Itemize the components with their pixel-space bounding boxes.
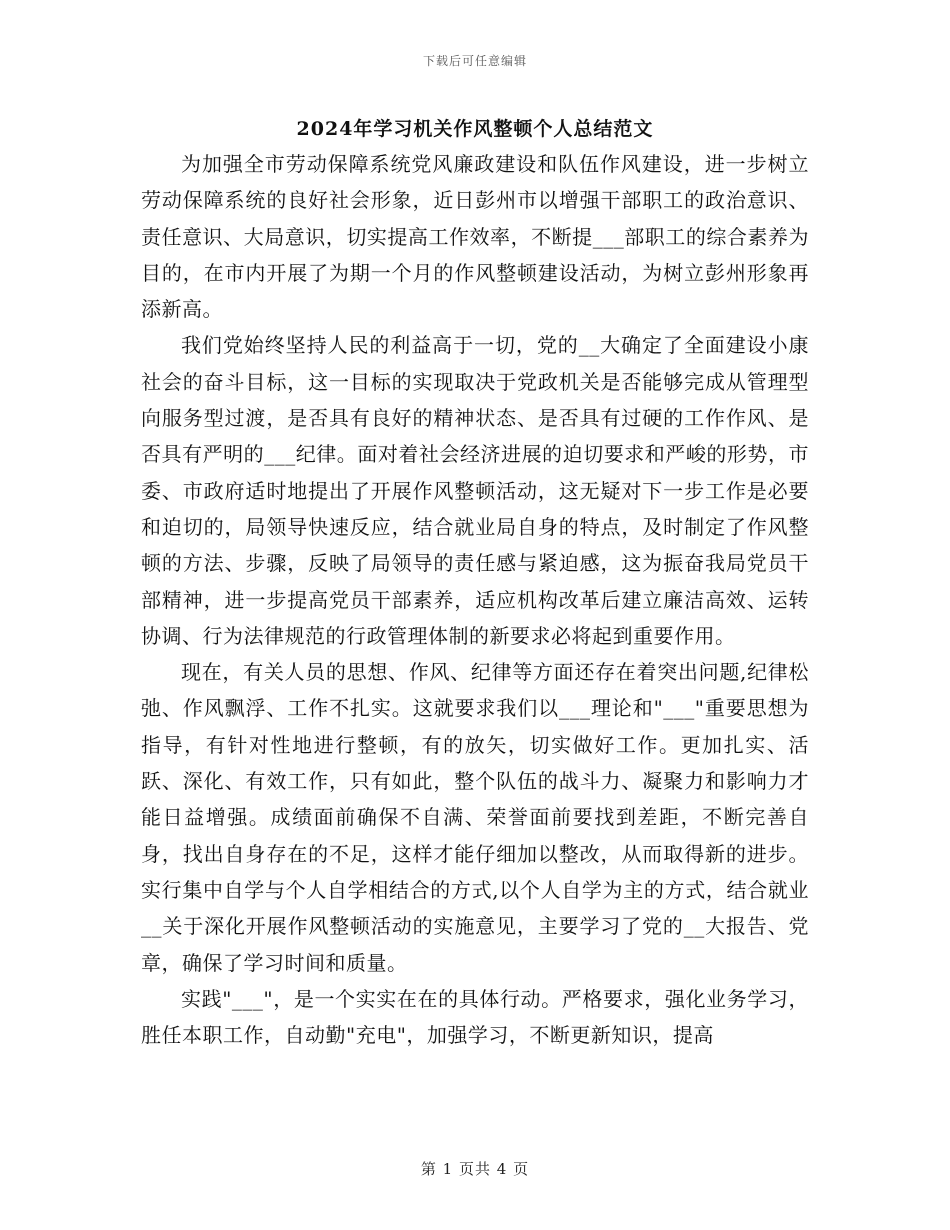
document-title: 2024年学习机关作风整顿个人总结范文 bbox=[296, 118, 654, 140]
document-body bbox=[141, 146, 809, 1053]
paragraph-4: 实践"___"，是一个实实在在的具体行动。严格要求，强化业务学习，胜任本职工作，自动勤"充电"，加强学习，不断更新知识，提高 bbox=[141, 986, 809, 1048]
paragraph-1: 为加强全市劳动保障系统党风廉政建设和队伍作风建设，进一步树立劳动保障系统的良好社会形象，近日彭州市以增强干部职工的政治意识、责任意识、大局意识，切实提高工作效率，不断提___部职工的综合素养为目的，在市内开展了为期一个月的作风整顿建设活动，为树立彭州形象再添新高。 bbox=[141, 152, 809, 322]
header-note: 下载后可任意编辑 bbox=[422, 54, 527, 68]
paragraph-3: 现在，有关人员的思想、作风、纪律等方面还存在着突出问题,纪律松弛、作风飘浮、工作不扎实。这就要求我们以___理论和"___"重要思想为指导，有针对性地进行整顿，有的放矢，切实做好工作。更加扎实、活跃、深化、有效工作，只有如此，整个队伍的战斗力、凝聚力和影响力才能日益增强。成绩面前确保不自满、荣誉面前要找到差距，不断完善自身，找出自身存在的不足，这样才能仔细加以整改，从而取得新的进步。实行集中自学与个人自学相结合的方式,以个人自学为主的方式，结合就业__关于深化开展作风整顿活动的实施意见，主要学习了党的__大报告、党章，确保了学习时间和质量。 bbox=[141, 660, 809, 975]
page-indicator: 第 1 页共 4 页 bbox=[420, 1160, 530, 1178]
paragraph-2: 我们党始终坚持人民的利益高于一切，党的__大确定了全面建设小康社会的奋斗目标，这一目标的实现取决于党政机关是否能够完成从管理型向服务型过渡，是否具有良好的精神状态、是否具有过硬的工作作风、是否具有严明的___纪律。面对着社会经济进展的迫切要求和严峻的形势，市委、市政府适时地提出了开展作风整顿活动，这无疑对下一步工作是必要和迫切的，局领导快速反应，结合就业局自身的特点，及时制定了作风整顿的方法、步骤，反映了局领导的责任感与紧迫感，这为振奋我局党员干部精神，进一步提高党员干部素养，适应机构改革后建立廉洁高效、运转协调、行为法律规范的行政管理体制的新要求必将起到重要作用。 bbox=[141, 333, 809, 648]
